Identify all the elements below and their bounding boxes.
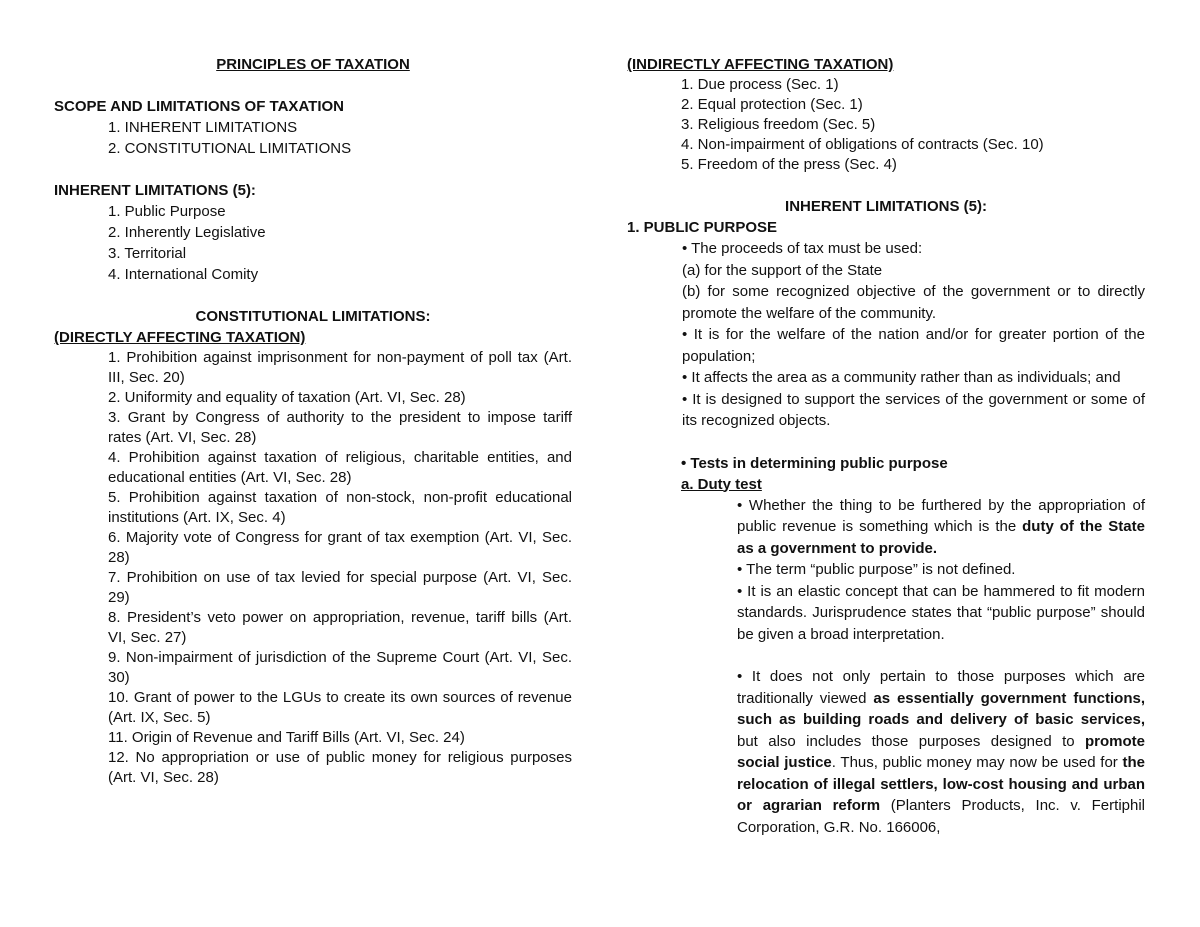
inherent-item: 4. International Comity: [108, 266, 259, 283]
list-item: 7. Prohibition on use of tax levied for special purpose (Art. VI, Sec. 29): [108, 569, 572, 606]
text-run: (Planters Products, Inc. v. Fertiphil Corporation, G.R. No. 166006,: [737, 797, 1145, 836]
list-item: 10. Grant of power to the LGUs to create its own sources of revenue (Art. IX, Sec. 5): [108, 689, 572, 726]
bold-text-run: as essentially government functions, such as building roads and delivery of basic services,: [737, 689, 1145, 728]
list-item: 11. Origin of Revenue and Tariff Bills (Art. VI, Sec. 24): [108, 729, 465, 746]
direct-heading: (DIRECTLY AFFECTING TAXATION): [54, 329, 306, 346]
paragraph: (b) for some recognized objective of the government or to directly promote the welfare of the community.: [682, 283, 1145, 322]
right-column: [627, 54, 1145, 838]
paragraph: • The term “public purpose” is not defined.: [737, 561, 1016, 578]
paragraph: [627, 666, 1145, 838]
list-item: 2. Uniformity and equality of taxation (Art. VI, Sec. 28): [108, 389, 466, 406]
list-item: 3. Grant by Congress of authority to the president to impose tariff rates (Art. VI, Sec. 28): [108, 409, 572, 446]
list-item: 5. Prohibition against taxation of non-stock, non-profit educational institutions (Art. IX, Sec. 4): [108, 489, 572, 526]
paragraph: (a) for the support of the State: [682, 261, 883, 279]
indirect-item: 1. Due process (Sec. 1): [681, 76, 839, 93]
text-run: • It does not only pertain to those purposes which are traditionally viewed: [737, 668, 1145, 707]
list-item: 6. Majority vote of Congress for grant of tax exemption (Art. VI, Sec. 28): [108, 529, 572, 566]
scope-item: 2. CONSTITUTIONAL LIMITATIONS: [108, 140, 352, 157]
text-run: • Whether the thing to be furthered by the appropriation of public revenue is something which is the: [737, 496, 1145, 535]
list-item: 12. No appropriation or use of public money for religious purposes (Art. VI, Sec. 28): [108, 749, 572, 786]
direct-list: [54, 348, 572, 788]
paragraph: • It is an elastic concept that can be hammered to fit modern standards. Jurisprudence states that “public purpose” should be given a broad interpretation.: [737, 582, 1145, 643]
scope-item: 1. INHERENT LIMITATIONS: [108, 119, 298, 136]
tests-heading: • Tests in determining public purpose: [681, 454, 948, 472]
inherent-item: 3. Territorial: [108, 245, 187, 262]
list-item: 1. Prohibition against imprisonment for non-payment of poll tax (Art. III, Sec. 20): [108, 349, 572, 386]
duty-test-heading: a. Duty test: [681, 475, 762, 493]
inherent-heading-right: INHERENT LIMITATIONS (5):: [785, 198, 987, 215]
list-item: 9. Non-impairment of jurisdiction of the Supreme Court (Art. VI, Sec. 30): [108, 649, 572, 686]
indirect-item: 3. Religious freedom (Sec. 5): [681, 116, 876, 133]
public-purpose-heading: 1. PUBLIC PURPOSE: [627, 219, 778, 236]
indirect-item: 4. Non-impairment of obligations of contracts (Sec. 10): [681, 136, 1044, 153]
text-run: . Thus, public money may now be used for: [831, 754, 1123, 771]
bold-text-run: promote social justice: [737, 732, 1145, 771]
list-item: 4. Prohibition against taxation of religious, charitable entities, and educational entities (Art. VI, Sec. 28): [108, 449, 572, 486]
paragraph: • It is designed to support the services of the government or some of its recognized objects.: [682, 390, 1145, 429]
paragraph: • The proceeds of tax must be used:: [682, 240, 923, 257]
indirect-item: 5. Freedom of the press (Sec. 4): [681, 156, 897, 173]
list-item: 8. President’s veto power on appropriation, revenue, tariff bills (Art. VI, Sec. 27): [108, 609, 572, 646]
paragraph: • It is for the welfare of the nation and/or for greater portion of the population;: [682, 326, 1145, 365]
inherent-heading: INHERENT LIMITATIONS (5):: [54, 182, 256, 199]
page-title: PRINCIPLES OF TAXATION: [216, 56, 410, 73]
left-column: [54, 54, 572, 788]
inherent-item: 1. Public Purpose: [108, 203, 226, 220]
inherent-item: 2. Inherently Legislative: [108, 224, 266, 241]
indirect-heading: (INDIRECTLY AFFECTING TAXATION): [627, 56, 894, 73]
bold-text-run: duty of the State as a government to provide.: [737, 518, 1145, 557]
paragraph: • It affects the area as a community rather than as individuals; and: [682, 369, 1121, 386]
indirect-item: 2. Equal protection (Sec. 1): [681, 96, 863, 113]
paragraph: [627, 495, 1145, 560]
text-run: but also includes those purposes designed to: [737, 732, 1085, 750]
scope-heading: SCOPE AND LIMITATIONS OF TAXATION: [54, 98, 344, 115]
constitutional-heading: CONSTITUTIONAL LIMITATIONS:: [195, 308, 431, 325]
bold-text-run: the relocation of illegal settlers, low-cost housing and urban or agrarian reform: [737, 754, 1146, 814]
